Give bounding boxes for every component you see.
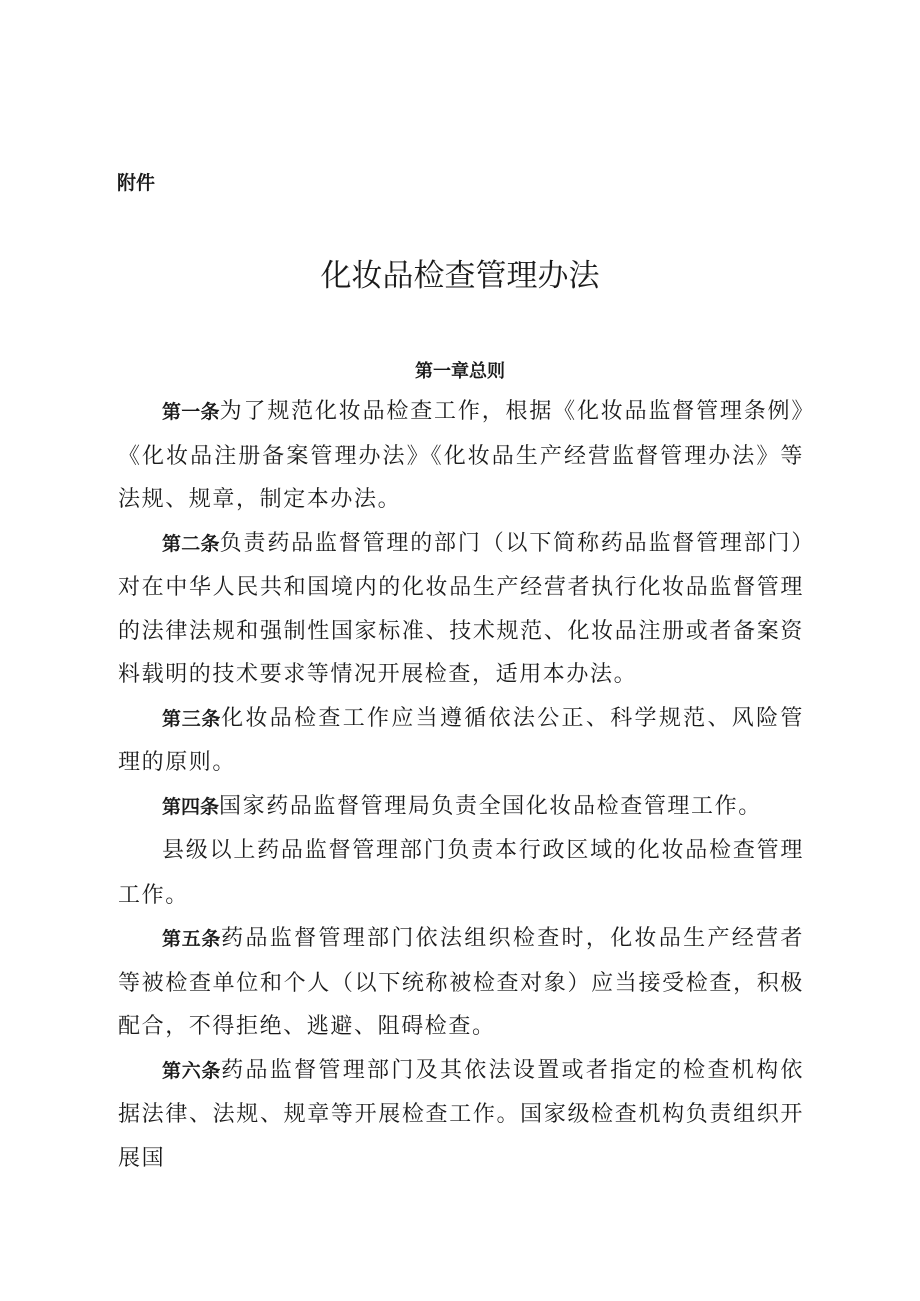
article-text: 县级以上药品监督管理部门负责本行政区域的化妆品检查管理工作。 (118, 838, 804, 908)
article-text: 药品监督管理部门及其依法设置或者指定的检查机构依据法律、法规、规章等开展检查工作。国家级检查机构负责组织开展国 (118, 1057, 804, 1171)
article-paragraph (118, 917, 804, 1049)
article-number: 第三条 (162, 707, 222, 730)
article-paragraph (118, 522, 804, 697)
article-paragraph (118, 1049, 804, 1181)
article-paragraph (118, 829, 804, 917)
article-text: 负责药品监督管理的部门（以下简称药品监督管理部门）对在中华人民共和国境内的化妆品生产经营者执行化妆品监督管理的法律法规和强制性国家标准、技术规范、化妆品注册或者备案资料载明的技术要求等情况开展检查，适用本办法。 (118, 530, 804, 687)
document-body (118, 390, 804, 1180)
article-number: 第一条 (162, 401, 220, 423)
attachment-label: 附件 (117, 172, 156, 194)
article-paragraph (118, 390, 804, 522)
article-paragraph (118, 697, 804, 785)
article-text: 化妆品检查工作应当遵循依法公正、科学规范、风险管理的原则。 (118, 705, 804, 775)
article-text: 药品监督管理部门依法组织检查时，化妆品生产经营者等被检查单位和个人（以下统称被检查对象）应当接受检查，积极配合，不得拒绝、逃避、阻碍检查。 (118, 926, 804, 1039)
document-title: 化妆品检查管理办法 (320, 258, 600, 294)
article-number: 第四条 (162, 795, 220, 818)
article-text: 为了规范化妆品检查工作，根据《化妆品监督管理条例》《化妆品注册备案管理办法》《化妆品生产经营监督管理办法》等法规、规章，制定本办法。 (118, 399, 804, 512)
chapter-heading: 第一章总则 (415, 361, 505, 382)
article-paragraph (118, 785, 804, 830)
article-text: 国家药品监督管理局负责全国化妆品检查管理工作。 (219, 793, 762, 819)
article-number: 第六条 (162, 1059, 222, 1082)
article-number: 第二条 (162, 532, 220, 555)
article-number: 第五条 (162, 928, 222, 950)
